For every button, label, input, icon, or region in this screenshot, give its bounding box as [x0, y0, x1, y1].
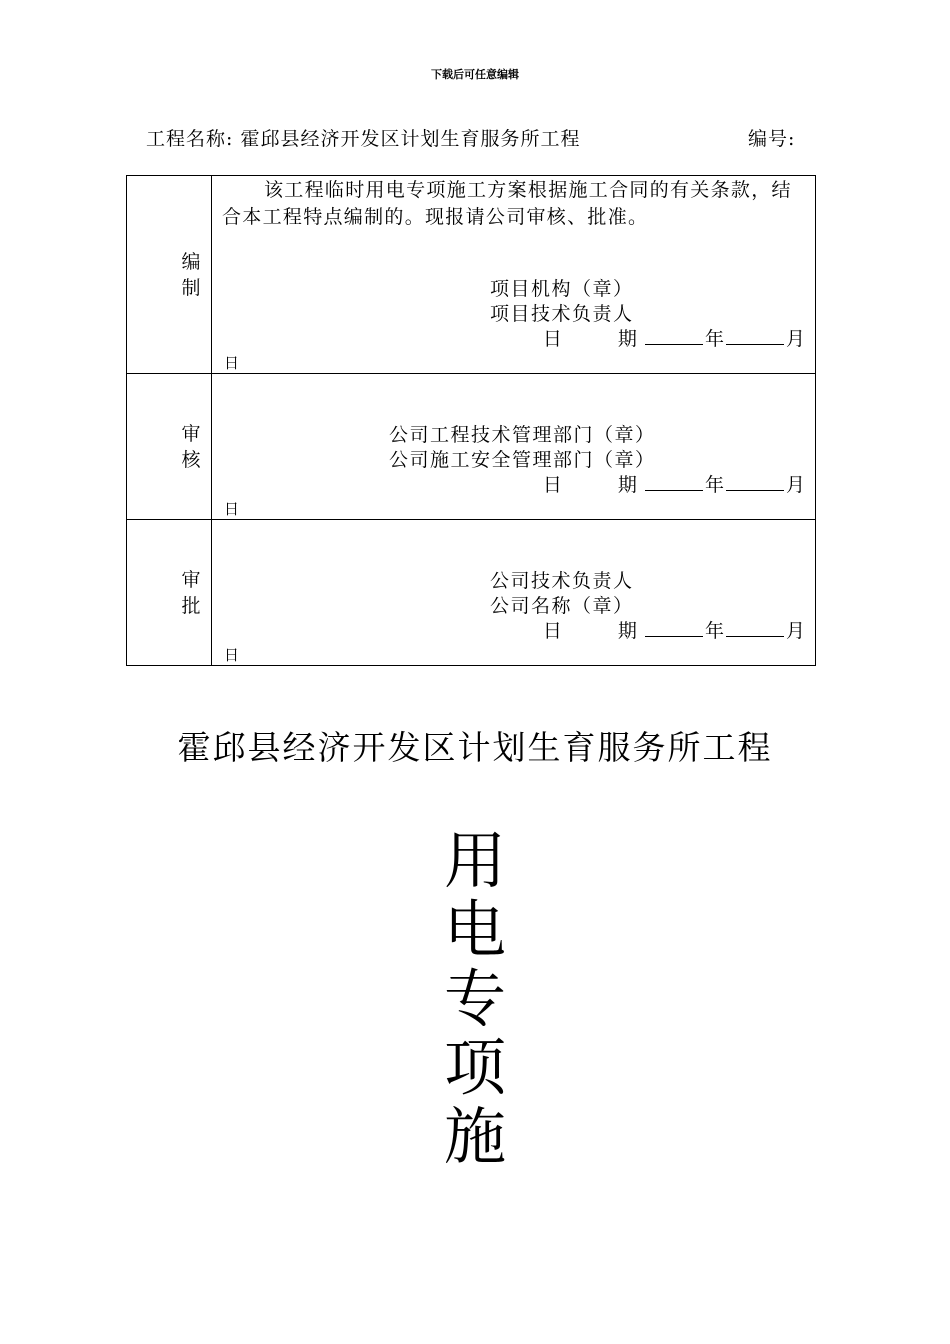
review-signature-safety-dept: 公司施工安全管理部门（章） [389, 449, 656, 471]
review-label: 审核 [181, 422, 201, 471]
project-name-line [146, 124, 580, 151]
compile-day: 日 [224, 354, 240, 372]
vertical-title-char: 施 [443, 1100, 506, 1173]
review-month-blank[interactable] [726, 476, 784, 491]
vertical-title-char: 专 [443, 962, 506, 1035]
compile-signature-org: 项目机构（章） [490, 278, 634, 300]
approve-signature-tech: 公司技术负责人 [490, 570, 634, 592]
approve-date-line [543, 616, 805, 643]
main-title: 霍邱县经济开发区计划生育服务所工程 [177, 728, 773, 767]
number-label: 编号: [748, 128, 796, 150]
project-name: 霍邱县经济开发区计划生育服务所工程 [240, 128, 581, 150]
compile-year-blank[interactable] [645, 330, 703, 345]
compile-date-qi: 期 [617, 328, 637, 350]
compile-year: 年 [704, 328, 724, 350]
vertical-title [0, 826, 950, 1171]
header-note: 下载后可任意编辑 [431, 68, 519, 81]
review-label-cell [127, 374, 212, 520]
review-row [127, 374, 816, 520]
review-year: 年 [704, 474, 724, 496]
compile-date-ri: 日 [542, 328, 562, 350]
compile-label: 编制 [181, 250, 201, 299]
review-content-cell [212, 374, 816, 520]
approve-content-cell [212, 520, 816, 666]
approve-signature-company: 公司名称（章） [490, 595, 634, 617]
review-date-qi: 期 [617, 474, 637, 496]
approve-year: 年 [704, 620, 724, 642]
review-month: 月 [785, 474, 805, 496]
compile-paragraph: 该工程临时用电专项施工方案根据施工合同的有关条款，结合本工程特点编制的。现报请公司审核、批准。 [222, 179, 792, 228]
approve-month: 月 [785, 620, 805, 642]
vertical-title-char: 电 [443, 893, 506, 966]
review-date-ri: 日 [542, 474, 562, 496]
project-label: 工程名称: [146, 128, 234, 150]
approve-date-qi: 期 [617, 620, 637, 642]
review-day: 日 [224, 500, 240, 518]
review-year-blank[interactable] [645, 476, 703, 491]
compile-date-line [543, 324, 805, 351]
approve-month-blank[interactable] [726, 622, 784, 637]
approve-date-ri: 日 [542, 620, 562, 642]
vertical-title-char: 用 [443, 824, 506, 897]
vertical-title-char: 项 [443, 1031, 506, 1104]
compile-label-cell [127, 176, 212, 374]
compile-content-cell [212, 176, 816, 374]
compile-month-blank[interactable] [726, 330, 784, 345]
approve-row [127, 520, 816, 666]
approve-year-blank[interactable] [645, 622, 703, 637]
approve-day: 日 [224, 646, 240, 664]
review-date-line [543, 470, 805, 497]
review-signature-tech-dept: 公司工程技术管理部门（章） [389, 424, 656, 446]
compile-month: 月 [785, 328, 805, 350]
compile-signature-tech: 项目技术负责人 [490, 303, 634, 325]
approve-label: 审批 [181, 568, 201, 617]
approval-table [126, 175, 816, 666]
compile-row [127, 176, 816, 374]
approve-label-cell [127, 520, 212, 666]
